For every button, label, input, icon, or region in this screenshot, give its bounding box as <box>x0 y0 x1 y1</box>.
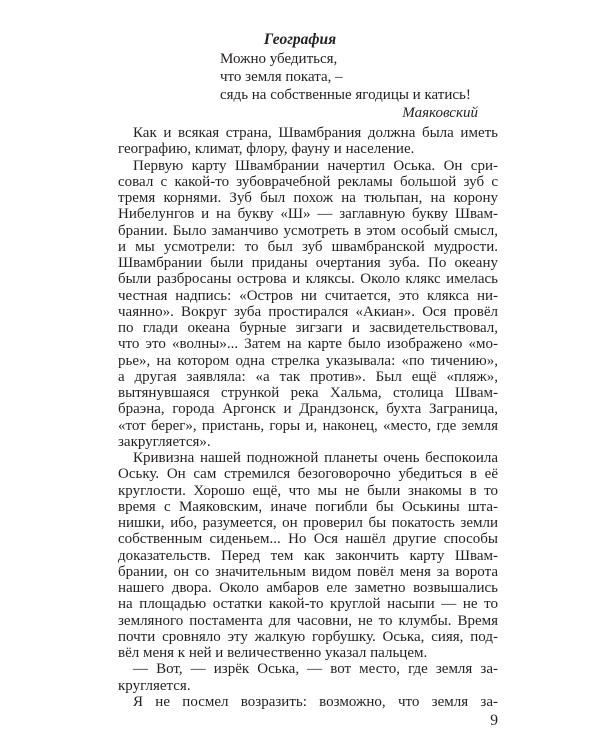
text-line: закругляется». <box>118 433 211 450</box>
text-line: «тот берег», пристань, горы и, наконец, «место, где земля <box>118 417 498 434</box>
text-line: совал с какой-то зубоврачебной рекламы большой зуб с <box>118 173 498 190</box>
text-line: что это «волны»... Затем на карте было изображено «мо- <box>118 336 498 353</box>
text-line: рье», на котором одна стрелка указывала: «по тичению», <box>118 352 498 369</box>
text-line: Я не посмел возразить: возможно, что земля за- <box>133 693 498 710</box>
text-line: по глади океана бурные зигзаги и засвидетельствовал, <box>118 320 498 336</box>
text-line: и мы усмотрели: то был зуб швамбранской мудрости. <box>118 238 498 255</box>
text-line: нишки, ибо, разумеется, он проверил бы покатость земли <box>118 515 498 531</box>
text-line: Кривизна нашей подножной планеты очень беспокоила <box>133 450 498 466</box>
text-line: доказательств. Перед тем как закончить карту Швам- <box>118 547 498 564</box>
text-line: Нибелунгов и на букву «Ш» — заглавную букву Швам- <box>118 206 498 223</box>
text-line: а другая заявляла: «а так против». Был ещё «пляж», <box>118 368 498 385</box>
text-line: Оську. Он сам стремился безоговорочно убедиться в её <box>118 466 498 483</box>
text-line: вёл меня к ней и величественно указал пальцем. <box>118 645 428 661</box>
text-line: собственным сиденьем... Но Ося нашёл другие способы <box>118 531 498 548</box>
text-line: земляного постамента для часовни, не то клумбы. Время <box>118 612 498 629</box>
text-line: честная надпись: «Остров ни считается, это клякса ни- <box>118 287 498 304</box>
text-line: на площадью остатки какой-то круглой насыпи — не то <box>118 596 498 613</box>
page-number: 9 <box>490 712 498 729</box>
text-line: — Вот, — изрёк Оська, — вот место, где земля за- <box>133 661 498 678</box>
text-line: чаянно». Вокруг зуба простирался «Акиан». Ося провёл <box>118 303 498 320</box>
text-line: Первую карту Швамбрании начертил Оська. Он сри- <box>133 157 498 174</box>
epigraph-line: Можно убедиться, <box>220 51 338 67</box>
text-line: брании. Было заманчиво усмотреть в этом особый смысл, <box>118 222 498 239</box>
text-line: брании, он со значительным видом повёл меня за ворота <box>118 563 498 580</box>
text-line: Швамбрании были приданы очертания зуба. По океану <box>118 255 498 271</box>
text-line: кругляется. <box>118 677 191 694</box>
text-line: время с Маяковским, иначе погибли бы Оськины шта- <box>118 498 498 515</box>
text-line: нашего двора. Около амбаров еле заметно возвышались <box>118 580 498 596</box>
epigraph-line: сядь на собственные ягодицы и катись! <box>220 87 471 103</box>
text-line: географию, климат, флору, фауну и население. <box>118 141 415 158</box>
text-line: тремя корнями. Зуб был похож на тюльпан, на корону <box>118 190 498 206</box>
text-line: браэна, города Аргонск и Драндзонск, бухта Заграница, <box>118 401 498 418</box>
section-title: География <box>263 31 337 48</box>
text-line: Как и всякая страна, Швамбрания должна была иметь <box>133 125 498 141</box>
text-line: круглости. Хорошо ещё, что мы не были знакомы в то <box>118 482 498 499</box>
text-line: вытянувшаяся стрункой река Хальма, столица Швам- <box>118 385 498 401</box>
epigraph-author: Маяковский <box>402 105 478 121</box>
text-line: были разбросаны острова и кляксы. Около клякс имелась <box>118 271 498 288</box>
text-line: почти сровняло эту жалкую горбушку. Оська, сияя, под- <box>118 628 498 645</box>
epigraph-line: что земля поката, – <box>220 69 343 85</box>
